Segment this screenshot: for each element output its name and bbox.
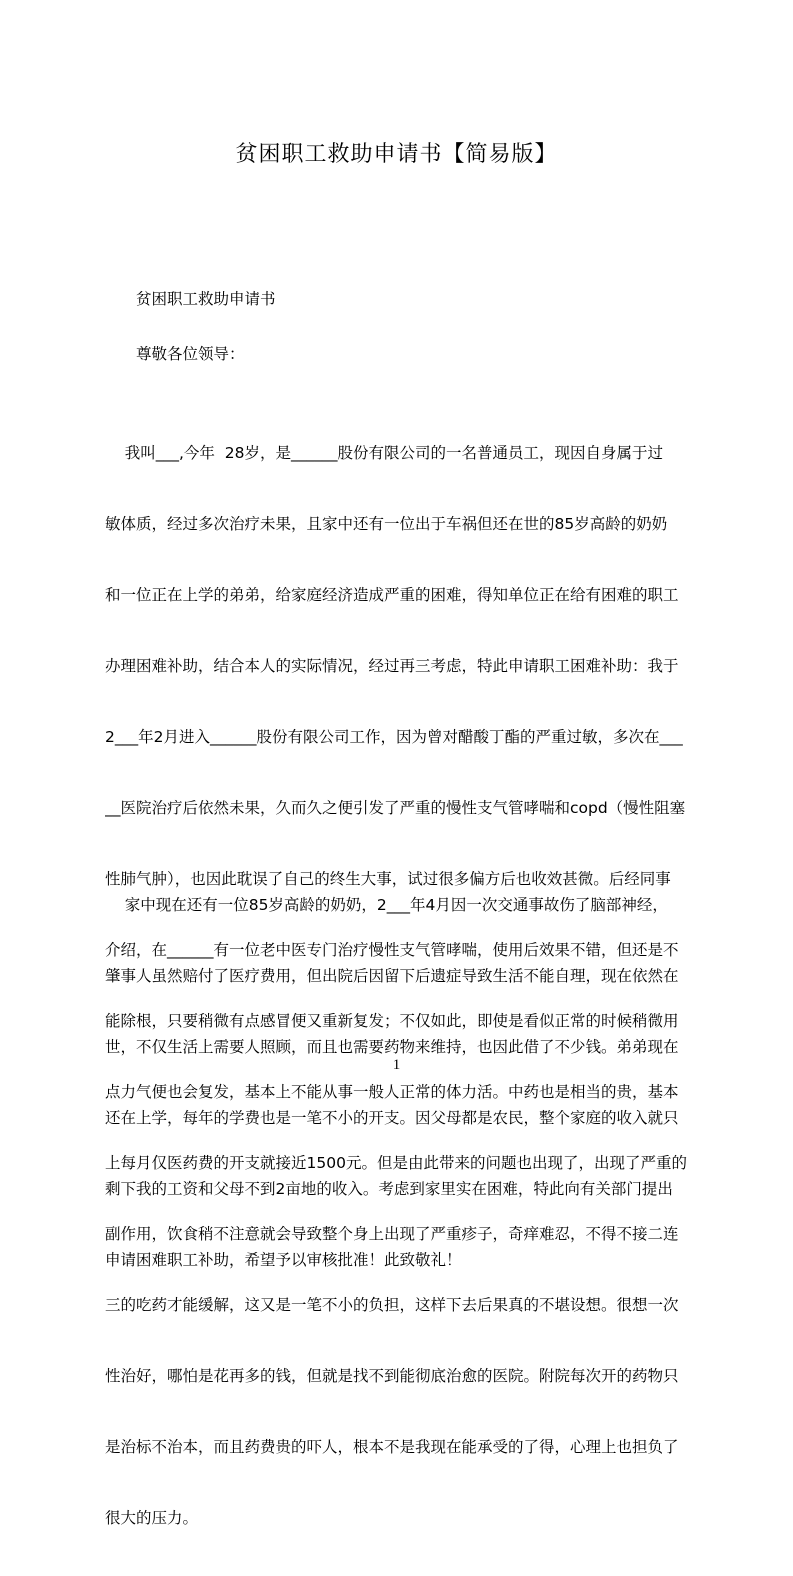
page-number: 1 — [392, 1057, 401, 1073]
salutation: 尊敬各位领导： — [136, 345, 245, 363]
paragraph-line: 性治好，哪怕是花再多的钱，但就是找不到能彻底治愈的医院。附院每次开的药物只 — [105, 1367, 679, 1385]
paragraph-line: 世，不仅生活上需要人照顾，而且也需要药物来维持，也因此借了不少钱。弟弟现在 — [105, 1038, 679, 1056]
paragraph-2 — [105, 848, 697, 1318]
paragraph-line: 还在上学，每年的学费也是一笔不小的开支。因父母都是农民，整个家庭的收入就只 — [105, 1109, 679, 1127]
paragraph-line: 办理困难补助，结合本人的实际情况，经过再三考虑，特此申请职工困难补助：我于 — [105, 657, 679, 675]
document-title: 贫困职工救助申请书【简易版】 — [235, 142, 558, 167]
paragraph-line: 肇事人虽然赔付了医疗费用，但出院后因留下后遗症导致生活不能自理，现在依然在 — [105, 967, 679, 985]
paragraph-line: __医院治疗后依然未果，久而久之便引发了严重的慢性支气管哮喘和copd（慢性阻塞 — [105, 799, 686, 817]
paragraph-line: 介绍，在______有一位老中医专门治疗慢性支气管哮喘，使用后效果不错，但还是不 — [105, 941, 679, 959]
paragraph-line: 我叫___,今年 28岁，是______股份有限公司的一名普通员工，现因自身属于过 — [105, 444, 663, 462]
paragraph-line: 性肺气肿），也因此耽误了自己的终生大事，试过很多偏方后也收效甚微。后经同事 — [105, 870, 671, 888]
paragraph-line: 副作用，饮食稍不注意就会导致整个身上出现了严重疹子，奇痒难忍，不得不接二连 — [105, 1225, 679, 1243]
paragraph-line: 2___年2月进入______股份有限公司工作，因为曾对醋酸丁酯的严重过敏，多次在___ — [105, 728, 683, 746]
paragraph-line: 剩下我的工资和父母不到2亩地的收入。考虑到家里实在困难，特此向有关部门提出 — [105, 1180, 673, 1198]
paragraph-line: 上每月仅医药费的开支就接近1500元。但是由此带来的问题也出现了，出现了严重的 — [105, 1154, 687, 1172]
paragraph-line: 点力气便也会复发，基本上不能从事一般人正常的体力活。中药也是相当的贵，基本 — [105, 1083, 679, 1101]
paragraph-line: 和一位正在上学的弟弟，给家庭经济造成严重的困难，得知单位正在给有困难的职工 — [105, 586, 679, 604]
sub-heading: 贫困职工救助申请书 — [136, 290, 276, 308]
paragraph-line: 敏体质，经过多次治疗未果，且家中还有一位出于车祸但还在世的85岁高龄的奶奶 — [105, 515, 668, 533]
paragraph-line: 三的吃药才能缓解，这又是一笔不小的负担，这样下去后果真的不堪设想。很想一次 — [105, 1296, 679, 1314]
paragraph-line: 家中现在还有一位85岁高龄的奶奶，2___年4月因一次交通事故伤了脑部神经， — [105, 896, 668, 914]
paragraph-line: 很大的压力。 — [105, 1509, 199, 1527]
paragraph-line: 申请困难职工补助，希望予以审核批准！此致敬礼！ — [105, 1251, 462, 1269]
paragraph-line: 是治标不治本，而且药费贵的吓人，根本不是我现在能承受的了得，心理上也担负了 — [105, 1438, 679, 1456]
paragraph-line: 能除根，只要稍微有点感冒便又重新复发；不仅如此，即使是看似正常的时候稍微用 — [105, 1012, 679, 1030]
